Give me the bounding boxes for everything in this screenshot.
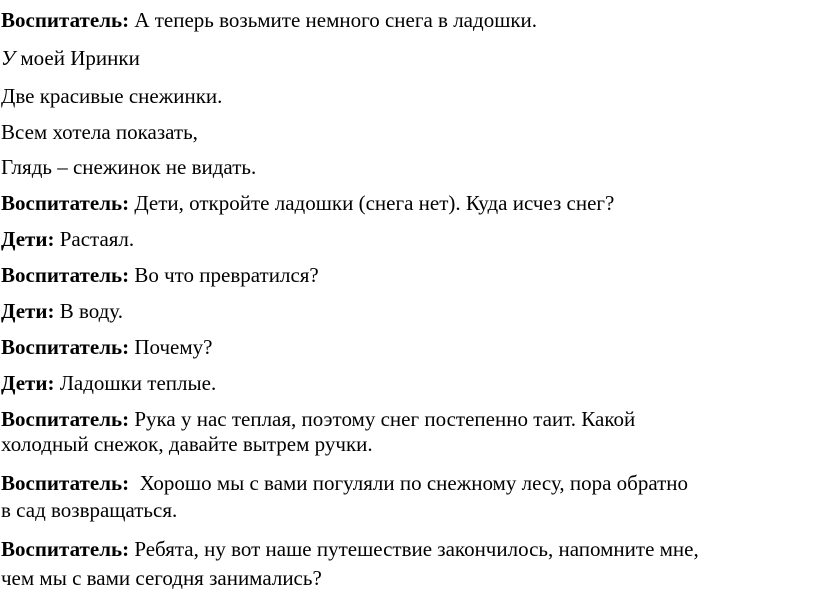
speech-text: Ребята, ну вот наше путешествие закончилось, напомните мне, [134,537,699,561]
speech-text: В воду. [59,299,123,323]
poem-line-2 [1,82,222,110]
speech-text: холодный снежок, давайте вытрем ручки. [1,432,373,456]
paragraph-12-line-1 [1,405,635,433]
paragraph-7 [1,225,134,253]
speaker-label: Воспитатель: [1,471,130,495]
speech-text: в сад возвращаться. [1,498,178,522]
poem-line-3 [1,118,198,146]
speaker-label: Дети: [1,227,55,251]
poem-line-4 [1,153,256,181]
speech-text: Почему? [134,335,213,359]
speaker-label: Воспитатель: [1,407,130,431]
speaker-label: Воспитатель: [1,335,130,359]
speaker-label: Дети: [1,299,55,323]
poem-text: Две красивые снежинки. [1,84,223,108]
paragraph-13-line-1 [1,469,688,497]
paragraph-8 [1,261,319,289]
speech-text: Дети, откройте ладошки (снега нет). Куда исчез снег? [134,191,615,215]
speech-text: Растаял. [59,227,135,251]
speaker-label: Воспитатель: [1,191,130,215]
speech-text: Ладошки теплые. [59,371,217,395]
poem-line-1 [1,44,140,72]
poem-text: моей Иринки [20,46,140,70]
paragraph-10 [1,333,212,361]
speech-text: чем мы с вами сегодня занимались? [1,566,322,590]
speech-text: Рука у нас теплая, поэтому снег постепенно таит. Какой [134,407,636,431]
speaker-label: Воспитатель: [1,8,130,32]
paragraph-9 [1,297,123,325]
poem-initial: У [1,46,16,70]
paragraph-13-line-2 [1,496,177,524]
paragraph-6 [1,189,614,217]
poem-text: Всем хотела показать, [1,120,198,144]
paragraph-14-line-1 [1,535,699,563]
paragraph-11 [1,369,216,397]
poem-text: Глядь – снежинок не видать. [1,155,257,179]
paragraph-14-line-2 [1,564,322,592]
speaker-label: Дети: [1,371,55,395]
speech-text: Во что превратился? [134,263,319,287]
speech-text: А теперь возьмите немного снега в ладошки. [134,8,538,32]
paragraph-1 [1,6,537,34]
paragraph-12-line-2 [1,430,373,458]
speech-text: Хорошо мы с вами погуляли по снежному лесу, пора обратно [134,471,689,495]
speaker-label: Воспитатель: [1,537,130,561]
speaker-label: Воспитатель: [1,263,130,287]
